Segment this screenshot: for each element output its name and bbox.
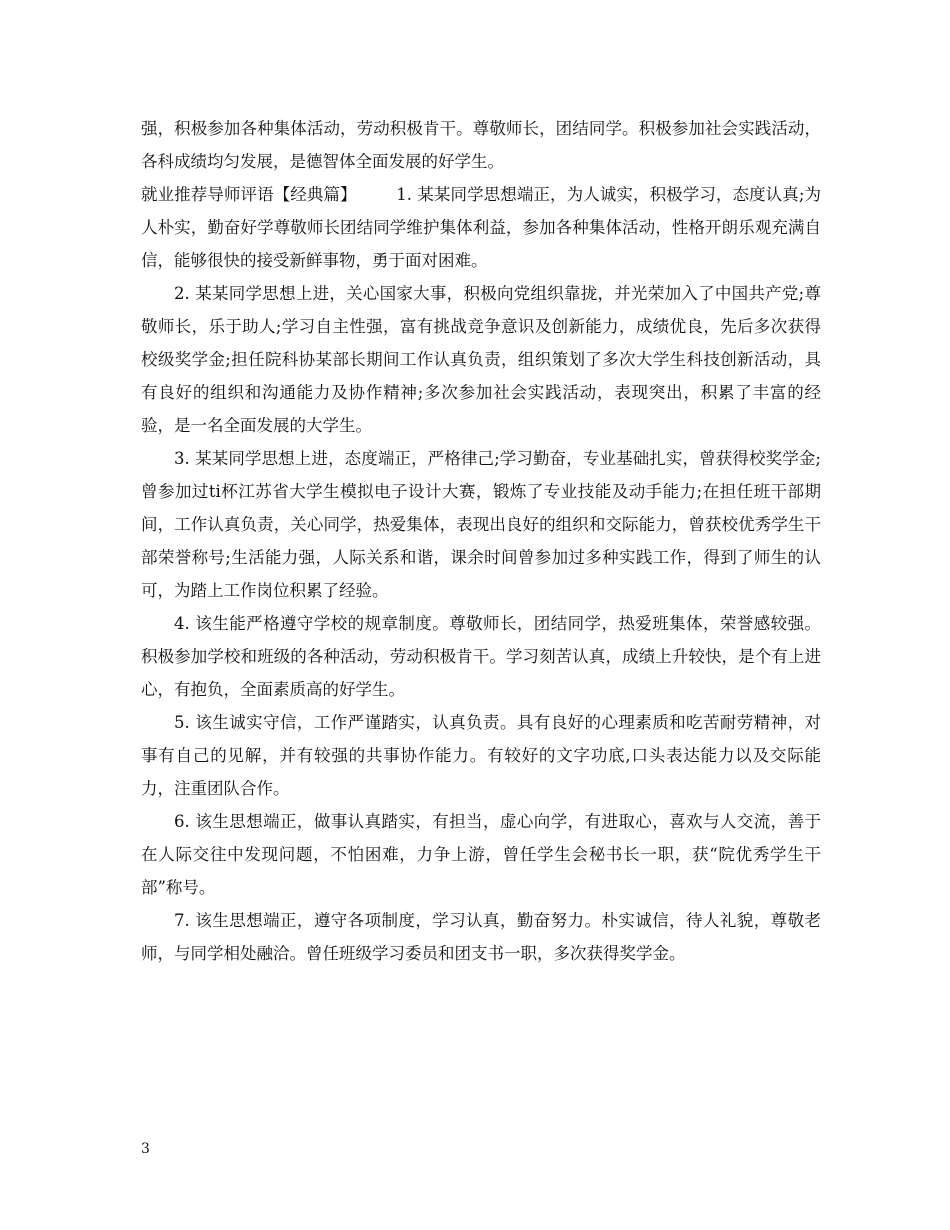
section-title: 就业推荐导师评语【经典篇】 (141, 185, 357, 204)
comment-2: 2. 某某同学思想上进，关心国家大事，积极向党组织靠拢，并光荣加入了中国共产党;尊敬师长，乐于助人;学习自主性强，富有挑战竞争意识及创新能力，成绩优良，先后多次获得校级奖学金;担任院科协某部长期间工作认真负责，组织策划了多次大学生科技创新活动，具有良好的组织和沟通能力及协作精神;多次参加社会实践活动，表现突出，积累了丰富的经验，是一名全面发展的大学生。 (141, 284, 821, 435)
continuation-paragraph: 强，积极参加各种集体活动，劳动积极肯干。尊敬师长，团结同学。积极参加社会实践活动，各科成绩均匀发展，是德智体全面发展的好学生。 (141, 119, 821, 171)
comment-3: 3. 某某同学思想上进，态度端正，严格律己;学习勤奋，专业基础扎实，曾获得校奖学金;曾参加过ti杯江苏省大学生模拟电子设计大赛，锻炼了专业技能及动手能力;在担任班干部期间，工作认真负责，关心同学，热爱集体，表现出良好的组织和交际能力，曾获校优秀学生干部荣誉称号;生活能力强，人际关系和谐，课余时间曾参加过多种实践工作，得到了师生的认可，为踏上工作岗位积累了经验。 (141, 449, 821, 600)
comment-5: 5. 该生诚实守信，工作严谨踏实，认真负责。具有良好的心理素质和吃苦耐劳精神，对事有自己的见解，并有较强的共事协作能力。有较好的文字功底,口头表达能力以及交际能力，注重团队合作。 (141, 713, 821, 798)
document-body (141, 112, 821, 970)
comment-6: 6. 该生思想端正，做事认真踏实，有担当，虚心向学，有进取心，喜欢与人交流，善于在人际交往中发现问题，不怕困难，力争上游，曾任学生会秘书长一职，获“院优秀学生干部”称号。 (141, 812, 821, 897)
page-number: 3 (141, 1141, 150, 1157)
first-entry-paragraph (141, 178, 821, 277)
comment-1: 1. 某某同学思想端正，为人诚实，积极学习，态度认真;为人朴实，勤奋好学尊敬师长团结同学维护集体利益，参加各种集体活动，性格开朗乐观充满自信，能够很快的接受新鲜事物，勇于面对困难。 (141, 185, 822, 270)
comment-7: 7. 该生思想端正，遵守各项制度，学习认真，勤奋努力。朴实诚信，待人礼貌，尊敬老师，与同学相处融洽。曾任班级学习委员和团支书一职，多次获得奖学金。 (141, 911, 821, 963)
comment-4: 4. 该生能严格遵守学校的规章制度。尊敬师长，团结同学，热爱班集体，荣誉感较强。积极参加学校和班级的各种活动，劳动积极肯干。学习刻苦认真，成绩上升较快，是个有上进心，有抱负，全面素质高的好学生。 (141, 614, 821, 699)
